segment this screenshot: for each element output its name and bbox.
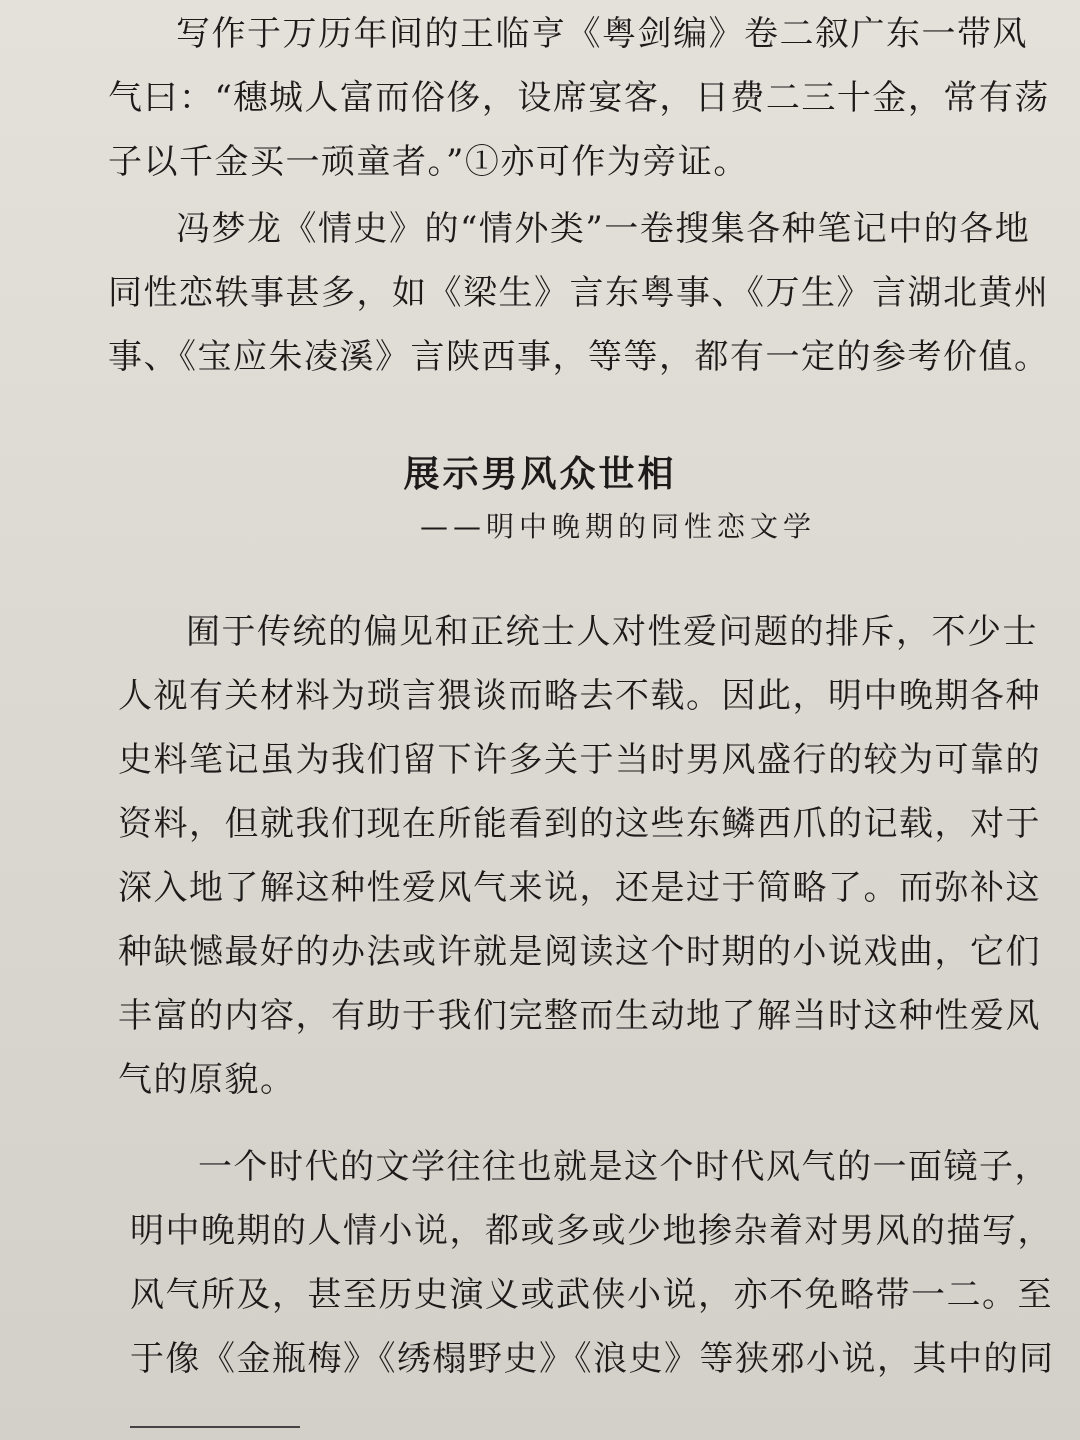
- text-line: 一个时代的文学往往也就是这个时代风气的一面镜子，: [198, 1147, 1050, 1187]
- text-line: 风气所及，甚至历史演义或武侠小说，亦不免略带一二。至: [130, 1275, 1053, 1315]
- text-line: 囿于传统的偏见和正统士人对性爱问题的排斥，不少士: [186, 612, 1038, 652]
- paragraph-literature-mirror: [130, 1135, 1055, 1391]
- text-line: 人视有关材料为琐言猥谈而略去不载。因此，明中晚期各种: [118, 676, 1041, 716]
- text-line: 冯梦龙《情史》的“情外类”一卷搜集各种笔记中的各地: [176, 209, 1031, 249]
- text-line: 于像《金瓶梅》《绣榻野史》《浪史》等狭邪小说，其中的同: [130, 1339, 1055, 1379]
- text-line: 同性恋轶事甚多，如《梁生》言东粤事、《万生》言湖北黄州: [108, 273, 1050, 313]
- footnote-divider: [130, 1426, 300, 1428]
- text-line: 深入地了解这种性爱风气来说，还是过于简略了。而弥补这: [118, 868, 1041, 908]
- text-line: 写作于万历年间的王临亨《粤剑编》卷二叙广东一带风: [176, 14, 1028, 54]
- text-line: 事、《宝应朱凌溪》言陕西事，等等，都有一定的参考价值。: [108, 337, 1050, 377]
- text-line: 种缺憾最好的办法或许就是阅读这个时期的小说戏曲，它们: [118, 932, 1041, 972]
- text-line: 气曰：“穗城人富而俗侈，设席宴客，日费二三十金，常有荡: [108, 78, 1050, 118]
- text-line: 资料，但就我们现在所能看到的这些东鳞西爪的记载，对于: [118, 804, 1041, 844]
- section-title: 展示男风众世相: [403, 454, 677, 495]
- text-line: 史料笔记虽为我们留下许多关于当时男风盛行的较为可靠的: [118, 740, 1041, 780]
- text-line: 丰富的内容，有助于我们完整而生动地了解当时这种性爱风: [118, 996, 1041, 1036]
- section-subtitle: ——明中晚期的同性恋文学: [420, 510, 817, 543]
- text-line: 明中晚期的人情小说，都或多或少地掺杂着对男风的描写，: [130, 1211, 1053, 1251]
- paragraph-feng-menglong: [108, 197, 1050, 389]
- paragraph-prejudice: [118, 600, 1041, 1112]
- text-line: 子以千金买一顽童者。”①亦可作为旁证。: [108, 142, 749, 182]
- text-line: 气的原貌。: [118, 1060, 296, 1100]
- paragraph-wang-linheng: [108, 2, 1050, 194]
